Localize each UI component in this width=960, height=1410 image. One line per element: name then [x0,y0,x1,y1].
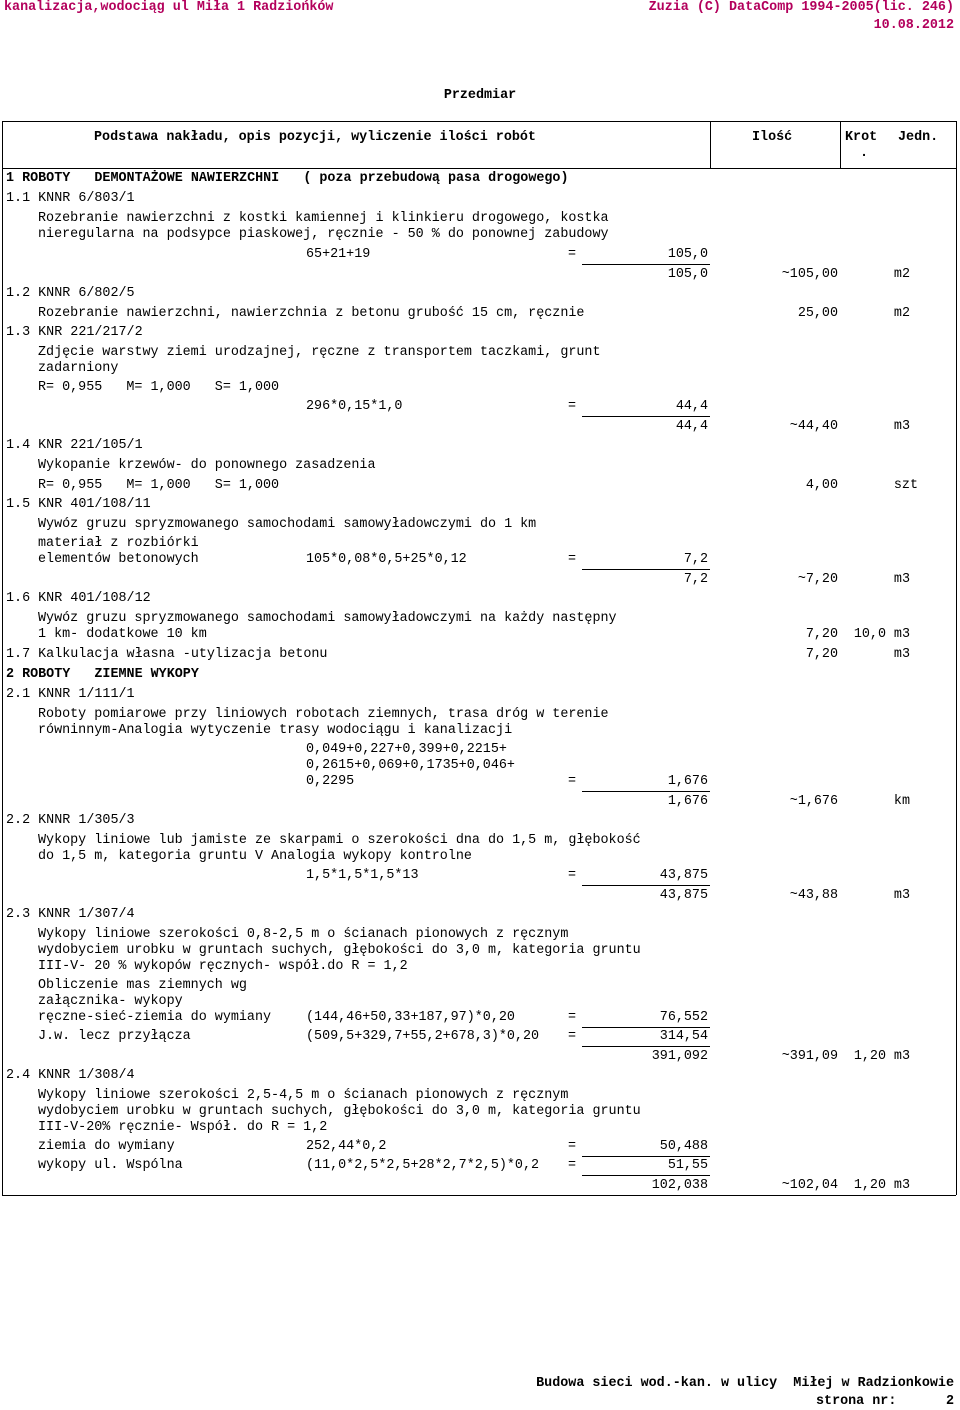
item-unit: m3 [893,1049,910,1064]
item-note: załącznika- wykopy [38,994,183,1009]
item-unit: m3 [893,647,910,662]
item-desc: III-V-20% ręcznie- Współ. do R = 1,2 [38,1120,328,1135]
item-unit: m2 [893,267,910,282]
col-quantity: Ilość [752,130,793,145]
item-unit: m3 [893,419,910,434]
item-desc: III-V- 20 % wykopów ręcznych- współ.do R = 1,2 [38,959,408,974]
header-software: Zuzia (C) DataComp 1994-2005(lic. 246) [648,0,954,15]
item-equals: = [568,774,577,789]
item-code-1-6: 1.6 KNR 401/108/12 [6,591,151,606]
item-code-2-3: 2.3 KNNR 1/307/4 [6,907,135,922]
item-unit: m3 [893,1178,910,1193]
item-sum: 7,2 [683,572,708,587]
item-sum: 105,0 [667,267,708,282]
item-coefficients: R= 0,955 M= 1,000 S= 1,000 [38,380,280,395]
item-quantity: ~43,88 [789,888,838,903]
item-formula: 105*0,08*0,5+25*0,12 [306,552,467,567]
item-formula: 0,049+0,227+0,399+0,2215+ [306,742,507,757]
item-sum: 43,875 [659,888,708,903]
col-krot-dot: . [860,146,869,161]
item-unit: m2 [893,306,910,321]
item-unit: m3 [893,627,910,642]
col-description: Podstawa nakładu, opis pozycji, wyliczenie ilości robót [94,130,536,145]
item-equals: = [568,247,577,262]
item-desc: równinnym-Analogia wytyczenie trasy wodociągu i kanalizacji [38,723,513,738]
item-desc: nieregularna na podsypce piaskowej, ręcznie - 50 % do ponownej zabudowy [38,227,609,242]
item-quantity: 25,00 [797,306,838,321]
header-project: kanalizacja,wodociąg ul Miła 1 Radziońków [4,0,334,15]
item-unit: szt [893,478,918,493]
item-desc: Wykopanie krzewów- do ponownego zasadzenia [38,458,376,473]
item-label: wykopy ul. Wspólna [38,1158,183,1173]
item-label: ręczne-sieć-ziemia do wymiany [38,1010,272,1025]
footer-page-label: strona nr: [816,1394,897,1409]
footer-page-number: 2 [945,1394,954,1409]
item-calc: 50,488 [659,1139,708,1154]
item-desc: Wykopy liniowe lub jamiste ze skarpami o szerokości dna do 1,5 m, głębokość [38,833,641,848]
item-sum: 1,676 [667,794,708,809]
item-desc: Wykopy liniowe szerokości 2,5-4,5 m o ścianach pionowych z ręcznym [38,1088,569,1103]
item-desc: wydobyciem urobku w gruntach suchych, głębokości do 3,0 m, kategoria gruntu [38,943,641,958]
item-unit: m3 [893,572,910,587]
item-quantity: ~102,04 [781,1178,838,1193]
item-equals: = [568,552,577,567]
item-krot: 1,20 [853,1178,886,1193]
item-desc: Wywóz gruzu spryzmowanego samochodami samowyładowczymi na każdy następny [38,611,617,626]
item-equals: = [568,1158,577,1173]
item-desc: 1 km- dodatkowe 10 km [38,627,207,642]
item-code-2-4: 2.4 KNNR 1/308/4 [6,1068,135,1083]
item-code-1-3: 1.3 KNR 221/217/2 [6,325,143,340]
item-krot: 1,20 [853,1049,886,1064]
item-krot: 10,0 [853,627,886,642]
item-label: ziemia do wymiany [38,1139,175,1154]
item-desc: do 1,5 m, kategoria gruntu V Analogia wykopy kontrolne [38,849,472,864]
item-calc: 7,2 [683,552,708,567]
item-calc: 314,54 [659,1029,708,1044]
header-date: 10.08.2012 [873,18,954,33]
item-code-1-4: 1.4 KNR 221/105/1 [6,438,143,453]
item-code-1-2: 1.2 KNNR 6/802/5 [6,286,135,301]
section-title-1: 1 ROBOTY DEMONTAŻOWE NAWIERZCHNI ( poza przebudową pasa drogowego) [6,171,569,186]
item-desc: Zdjęcie warstwy ziemi urodzajnej, ręczne z transportem taczkami, grunt [38,345,601,360]
item-calc: 43,875 [659,868,708,883]
item-equals: = [568,399,577,414]
page-title: Przedmiar [443,88,517,103]
item-sum: 391,092 [651,1049,708,1064]
item-formula: 252,44*0,2 [306,1139,387,1154]
item-calc: 105,0 [667,247,708,262]
section-title-2: 2 ROBOTY ZIEMNE WYKOPY [6,667,199,682]
item-label: elementów betonowych [38,552,199,567]
item-code-1-5: 1.5 KNR 401/108/11 [6,497,151,512]
item-equals: = [568,868,577,883]
item-quantity: ~44,40 [789,419,838,434]
item-quantity: 7,20 [805,627,838,642]
item-formula: 0,2295 [306,774,355,789]
item-quantity: ~391,09 [781,1049,838,1064]
item-sum: 102,038 [651,1178,708,1193]
item-equals: = [568,1029,577,1044]
item-formula: 0,2615+0,069+0,1735+0,046+ [306,758,515,773]
item-quantity: ~105,00 [781,267,838,282]
footer-project: Budowa sieci wod.-kan. w ulicy Miłej w Radzionkowie [536,1376,954,1391]
item-code-2-1: 2.1 KNNR 1/111/1 [6,687,135,702]
item-unit: m3 [893,888,910,903]
col-unit: Jedn. [898,130,939,145]
item-desc: Roboty pomiarowe przy liniowych robotach ziemnych, trasa dróg w terenie [38,707,609,722]
item-note: Obliczenie mas ziemnych wg [38,978,247,993]
item-formula: (144,46+50,33+187,97)*0,20 [306,1010,515,1025]
item-sum: 44,4 [675,419,708,434]
item-code-2-2: 2.2 KNNR 1/305/3 [6,813,135,828]
col-krot: Krot [845,130,878,145]
item-quantity: 7,20 [805,647,838,662]
item-desc: materiał z rozbiórki [38,536,199,551]
item-calc: 1,676 [667,774,708,789]
item-quantity: 4,00 [805,478,838,493]
item-code-1-7: 1.7 Kalkulacja własna -utylizacja betonu [6,647,328,662]
item-equals: = [568,1139,577,1154]
item-desc: zadarniony [38,361,119,376]
item-formula: (11,0*2,5*2,5+28*2,7*2,5)*0,2 [306,1158,540,1173]
item-quantity: ~7,20 [797,572,838,587]
item-label: J.w. lecz przyłącza [38,1029,191,1044]
item-desc: wydobyciem urobku w gruntach suchych, głębokości do 3,0 m, kategoria gruntu [38,1104,641,1119]
item-desc: Wykopy liniowe szerokości 0,8-2,5 m o ścianach pionowych z ręcznym [38,927,569,942]
item-desc: Rozebranie nawierzchni, nawierzchnia z betonu grubość 15 cm, ręcznie [38,306,585,321]
item-formula: 296*0,15*1,0 [306,399,403,414]
item-calc: 51,55 [667,1158,708,1173]
item-formula: 65+21+19 [306,247,371,262]
item-code-1-1: 1.1 KNNR 6/803/1 [6,191,135,206]
item-formula: 1,5*1,5*1,5*13 [306,868,419,883]
item-unit: km [893,794,910,809]
item-calc: 44,4 [675,399,708,414]
item-equals: = [568,1010,577,1025]
item-desc: Wywóz gruzu spryzmowanego samochodami samowyładowczymi do 1 km [38,517,537,532]
item-coefficients: R= 0,955 M= 1,000 S= 1,000 [38,478,280,493]
item-desc: Rozebranie nawierzchni z kostki kamiennej i klinkieru drogowego, kostka [38,211,609,226]
item-quantity: ~1,676 [789,794,838,809]
item-calc: 76,552 [659,1010,708,1025]
item-formula: (509,5+329,7+55,2+678,3)*0,20 [306,1029,540,1044]
